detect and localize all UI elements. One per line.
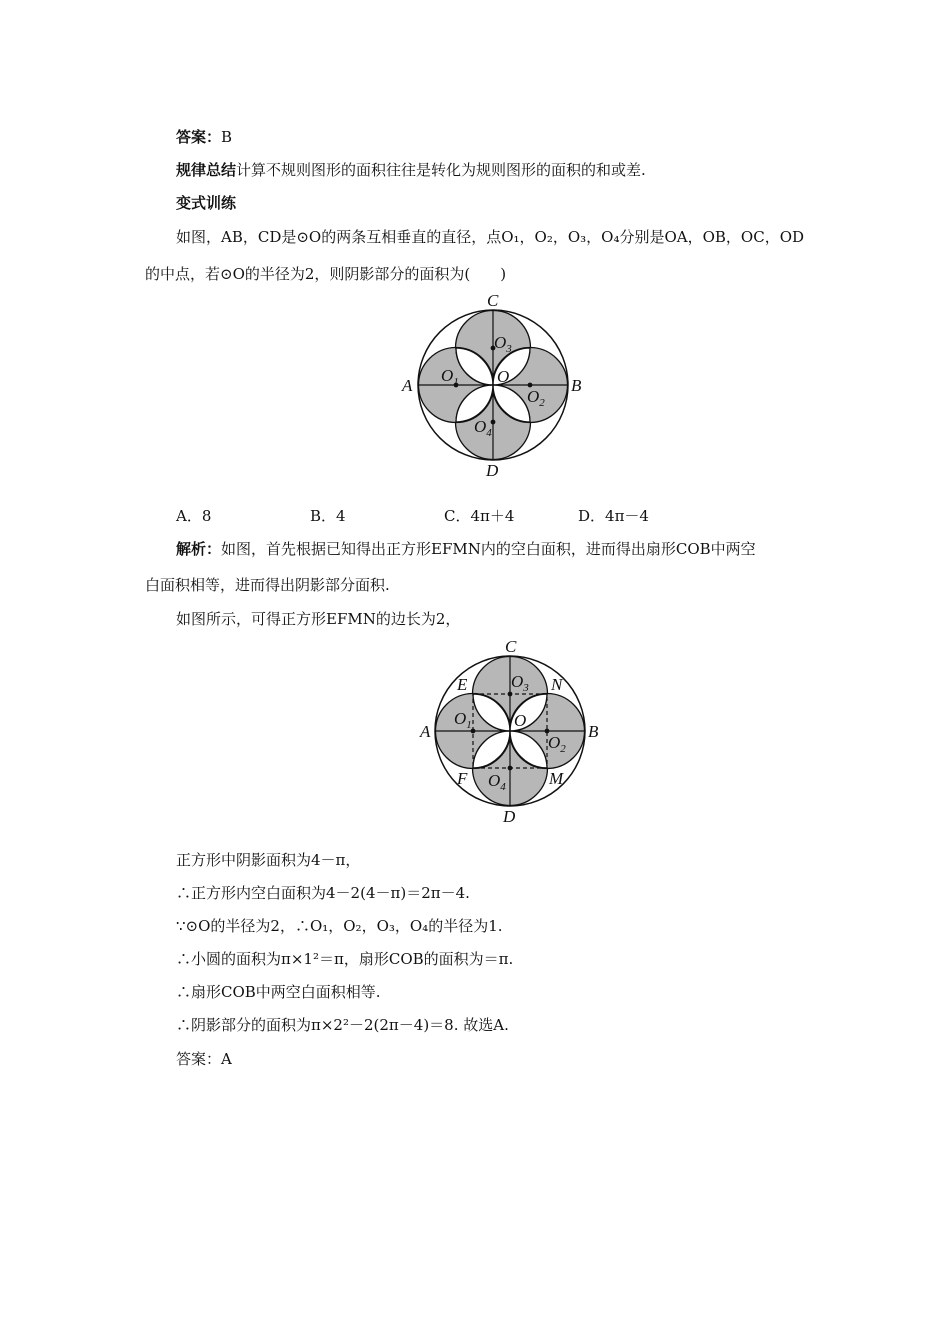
label-a: A bbox=[402, 376, 413, 395]
label-d: D bbox=[486, 461, 499, 480]
label-e: E bbox=[457, 675, 468, 694]
problem-line-2: 的中点，若⊙O的半径为2，则阴影部分的面积为( ) bbox=[145, 265, 507, 283]
label-b: B bbox=[571, 376, 582, 395]
label-o1-2: $O_1$ bbox=[454, 709, 472, 731]
label-a-2: A bbox=[420, 722, 431, 741]
step-6: ∴阴影部分的面积为π×2²－2(2π－4)＝8. 故选A. bbox=[176, 1016, 509, 1034]
step-3: ∵⊙O的半径为2，∴O₁，O₂，O₃，O₄的半径为1. bbox=[176, 917, 503, 935]
label-c-2: C bbox=[505, 637, 517, 656]
summary-line bbox=[176, 160, 646, 180]
answer-value: B bbox=[221, 128, 233, 146]
label-c: C bbox=[487, 291, 499, 310]
answer-line-2: 答案：A bbox=[176, 1050, 232, 1068]
step-2: ∴正方形内空白面积为4－2(4－π)＝2π－4. bbox=[176, 884, 470, 902]
label-n: N bbox=[551, 675, 563, 694]
analysis-line-2: 白面积相等，进而得出阴影部分面积. bbox=[145, 576, 390, 594]
option-c: C．4π＋4 bbox=[444, 507, 515, 525]
analysis-line-1 bbox=[176, 539, 756, 559]
summary-label: 规律总结 bbox=[176, 161, 237, 179]
label-o3-2: $O_3$ bbox=[511, 672, 529, 694]
answer-label: 答案： bbox=[176, 128, 222, 146]
step-5: ∴扇形COB中两空白面积相等. bbox=[176, 983, 381, 1001]
label-o4: $O_4$ bbox=[474, 417, 492, 439]
option-d: D．4π－4 bbox=[578, 507, 649, 525]
label-m: M bbox=[549, 769, 564, 788]
label-o3: $O_3$ bbox=[494, 333, 512, 355]
label-o-2: O bbox=[514, 711, 527, 730]
figure-1 bbox=[398, 290, 588, 480]
analysis-text-1: 如图，首先根据已知得出正方形EFMN内的空白面积，进而得出扇形COB中两空 bbox=[221, 540, 756, 558]
summary-text: 计算不规则图形的面积往往是转化为规则图形的面积的和或差. bbox=[236, 161, 646, 179]
label-o2: $O_2$ bbox=[527, 387, 545, 409]
analysis-label: 解析： bbox=[176, 540, 222, 558]
label-f: F bbox=[457, 769, 468, 788]
step-1: 正方形中阴影面积为4－π， bbox=[176, 851, 361, 869]
option-a: A．8 bbox=[176, 507, 212, 525]
label-o4-2: $O_4$ bbox=[488, 771, 506, 793]
label-o: O bbox=[497, 367, 510, 386]
variant-title: 变式训练 bbox=[176, 194, 237, 212]
label-d-2: D bbox=[503, 807, 516, 826]
step-4: ∴小圆的面积为π×1²＝π，扇形COB的面积为＝π. bbox=[176, 950, 514, 968]
label-b-2: B bbox=[588, 722, 599, 741]
analysis-line-3: 如图所示，可得正方形EFMN的边长为2， bbox=[176, 610, 461, 628]
problem-line-1: 如图，AB，CD是⊙O的两条互相垂直的直径，点O₁，O₂，O₃，O₄分别是OA，OB，OC，OD bbox=[176, 228, 805, 246]
label-o1: $O_1$ bbox=[441, 366, 459, 388]
label-o2-2: $O_2$ bbox=[548, 733, 566, 755]
option-b: B．4 bbox=[310, 507, 346, 525]
answer-line-1 bbox=[176, 127, 232, 147]
figure-2 bbox=[416, 632, 606, 828]
